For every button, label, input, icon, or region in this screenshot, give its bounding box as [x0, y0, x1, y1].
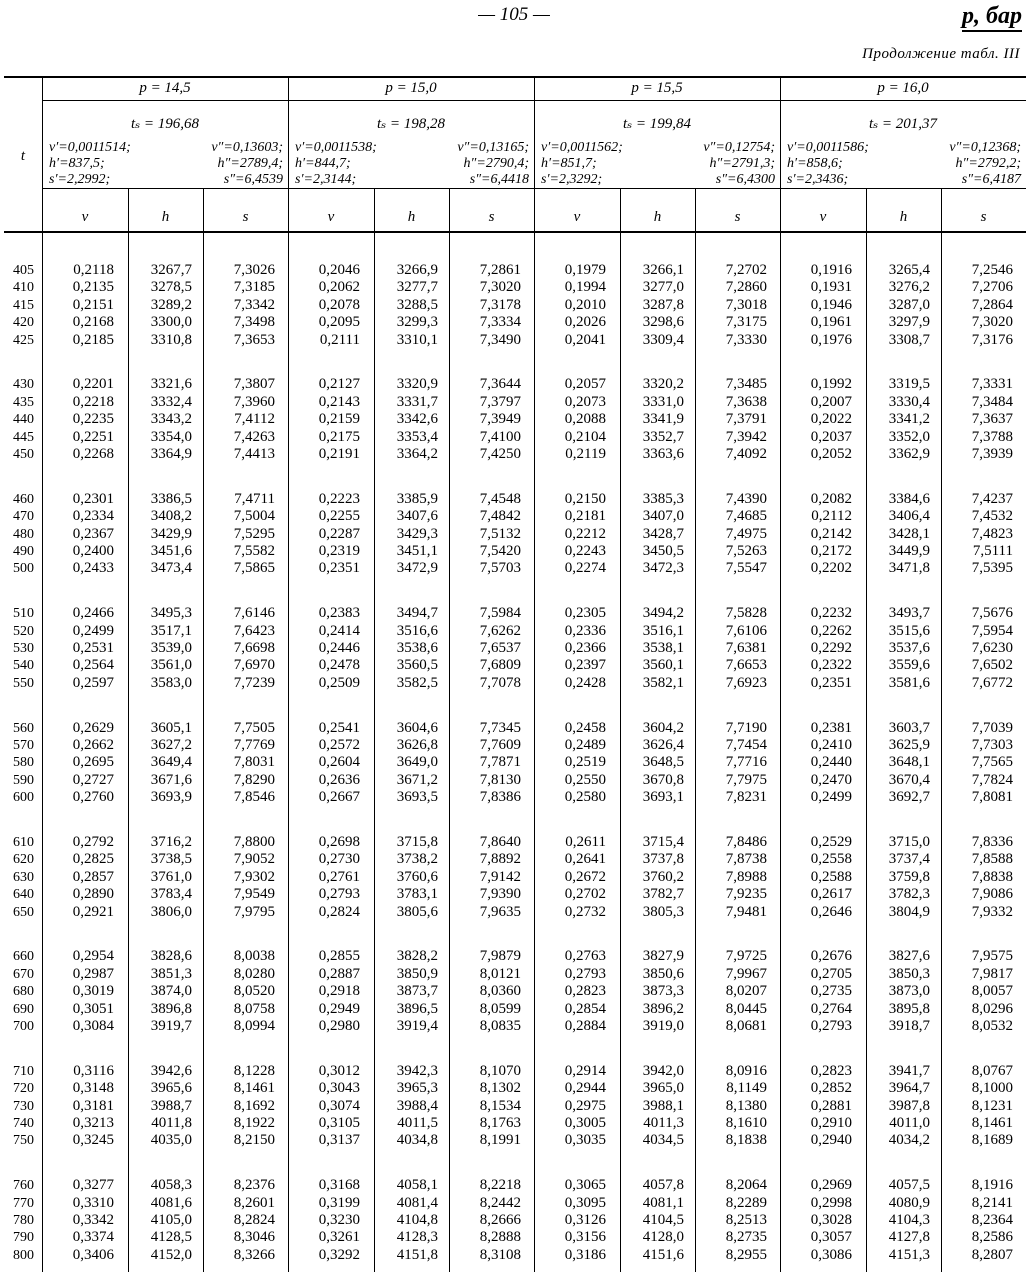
entropy-values: 7,8800 7,9052 7,9302 7,9549 7,9795	[233, 834, 275, 920]
temperature-values: 460 470 480 490 500	[13, 491, 34, 577]
enthalpy-values: 3715,0 3737,4 3759,8 3782,3 3804,9	[888, 834, 930, 920]
entropy-values: 7,9879 8,0121 8,0360 8,0599 8,0835	[479, 948, 521, 1035]
specific-volume-values: 0,2954 0,2987 0,3019 0,3051 0,3084	[72, 948, 114, 1035]
entropy-values: 8,2376 8,2601 8,2824 8,3046 8,3266	[233, 1177, 275, 1263]
entropy-values: 8,1228 8,1461 8,1692 8,1922 8,2150	[233, 1062, 275, 1149]
entropy-values: 7,3331 7,3484 7,3637 7,3788 7,3939	[971, 376, 1013, 463]
specific-volume-values: 0,2232 0,2262 0,2292 0,2322 0,2351	[810, 605, 852, 691]
specific-volume-values: 0,2698 0,2730 0,2761 0,2793 0,2824	[318, 834, 360, 920]
column-rule	[203, 188, 204, 1272]
saturation-properties	[49, 140, 283, 188]
saturated-vapor-value: v″=0,12368;	[949, 140, 1021, 155]
saturation-property-row	[49, 172, 283, 188]
specific-volume-values: 0,2201 0,2218 0,2235 0,2251 0,2268	[72, 376, 114, 463]
temperature-values: 610 620 630 640 650	[13, 835, 34, 920]
entropy-values: 7,7345 7,7609 7,7871 7,8130 7,8386	[479, 719, 521, 806]
specific-volume-values: 0,1979 0,1994 0,2010 0,2026 0,2041	[564, 262, 606, 348]
enthalpy-values: 4058,1 4081,4 4104,8 4128,3 4151,8	[396, 1177, 438, 1263]
saturated-liquid-value: s′=2,3292;	[541, 172, 603, 187]
specific-volume-values: 0,2466 0,2499 0,2531 0,2564 0,2597	[72, 605, 114, 691]
enthalpy-values: 3321,6 3332,4 3343,2 3354,0 3364,9	[150, 376, 192, 463]
enthalpy-values: 4057,5 4080,9 4104,3 4127,8 4151,3	[888, 1177, 930, 1263]
enthalpy-values: 3320,9 3331,7 3342,6 3353,4 3364,2	[396, 376, 438, 463]
pressure-group-header: p = 15,0	[385, 80, 437, 96]
enthalpy-values: 3265,4 3276,2 3287,0 3297,9 3308,7	[888, 262, 930, 348]
specific-volume-values: 0,2057 0,2073 0,2088 0,2104 0,2119	[564, 376, 606, 463]
entropy-values: 7,3485 7,3638 7,3791 7,3942 7,4092	[725, 376, 767, 463]
temperature-values: 405 410 415 420 425	[13, 263, 34, 348]
specific-volume-values: 0,2855 0,2887 0,2918 0,2949 0,2980	[318, 948, 360, 1035]
saturation-temperature: tₛ = 196,68	[130, 116, 200, 132]
enthalpy-values: 3605,1 3627,2 3649,4 3671,6 3693,9	[150, 719, 192, 806]
saturation-properties	[541, 140, 775, 188]
saturated-vapor-value: h″=2790,4;	[463, 156, 529, 171]
entropy-values: 7,9575 7,9817 8,0057 8,0296 8,0532	[971, 948, 1013, 1035]
specific-volume-values: 0,1992 0,2007 0,2022 0,2037 0,2052	[810, 376, 852, 463]
entropy-values: 7,7190 7,7454 7,7716 7,7975 7,8231	[725, 719, 767, 806]
column-header-h: h	[161, 209, 170, 225]
enthalpy-values: 3385,9 3407,6 3429,3 3451,1 3472,9	[396, 490, 438, 577]
specific-volume-values: 0,3065 0,3095 0,3126 0,3156 0,3186	[564, 1177, 606, 1263]
saturation-property-row	[541, 140, 775, 156]
saturation-temperature: tₛ = 198,28	[376, 116, 446, 132]
enthalpy-values: 3384,6 3406,4 3428,1 3449,9 3471,8	[888, 490, 930, 577]
saturation-property-row	[787, 156, 1021, 172]
saturation-property-row	[49, 156, 283, 172]
saturated-vapor-value: s″=6,4418	[469, 172, 529, 187]
saturated-vapor-value: h″=2791,3;	[709, 156, 775, 171]
column-rule	[534, 76, 535, 1272]
enthalpy-values: 3604,6 3626,8 3649,0 3671,2 3693,5	[396, 719, 438, 806]
specific-volume-values: 0,1916 0,1931 0,1946 0,1961 0,1976	[810, 262, 852, 348]
column-header-v: v	[81, 209, 89, 225]
entropy-values: 7,8486 7,8738 7,8988 7,9235 7,9481	[725, 834, 767, 920]
t-column-header: t	[20, 148, 26, 164]
enthalpy-values: 3493,7 3515,6 3537,6 3559,6 3581,6	[888, 605, 930, 691]
saturation-property-row	[787, 140, 1021, 156]
column-header-v: v	[573, 209, 581, 225]
pressure-group-header: p = 14,5	[139, 80, 191, 96]
entropy-values: 7,5676 7,5954 7,6230 7,6502 7,6772	[971, 605, 1013, 691]
saturated-liquid-value: v′=0,0011538;	[295, 140, 377, 155]
saturation-properties	[295, 140, 529, 188]
specific-volume-values: 0,2458 0,2489 0,2519 0,2550 0,2580	[564, 719, 606, 806]
column-header-v: v	[327, 209, 335, 225]
column-header-h: h	[407, 209, 416, 225]
entropy-values: 7,6146 7,6423 7,6698 7,6970 7,7239	[233, 605, 275, 691]
enthalpy-values: 3827,6 3850,3 3873,0 3895,8 3918,7	[888, 948, 930, 1035]
enthalpy-values: 3715,4 3737,8 3760,2 3782,7 3805,3	[642, 834, 684, 920]
table-rule	[4, 231, 1026, 233]
enthalpy-values: 3494,2 3516,1 3538,1 3560,1 3582,1	[642, 605, 684, 691]
entropy-values: 8,1916 8,2141 8,2364 8,2586 8,2807	[971, 1177, 1013, 1263]
enthalpy-values: 3716,2 3738,5 3761,0 3783,4 3806,0	[150, 834, 192, 920]
enthalpy-values: 4058,3 4081,6 4105,0 4128,5 4152,0	[150, 1177, 192, 1263]
specific-volume-values: 0,2118 0,2135 0,2151 0,2168 0,2185	[72, 262, 114, 348]
specific-volume-values: 0,2629 0,2662 0,2695 0,2727 0,2760	[72, 719, 114, 806]
entropy-values: 7,2861 7,3020 7,3178 7,3334 7,3490	[479, 262, 521, 348]
saturated-vapor-value: s″=6,4300	[715, 172, 775, 187]
entropy-values: 8,0916 8,1149 8,1380 8,1610 8,1838	[725, 1062, 767, 1149]
enthalpy-values: 3827,9 3850,6 3873,3 3896,2 3919,0	[642, 948, 684, 1035]
entropy-values: 7,4237 7,4532 7,4823 7,5111 7,5395	[971, 490, 1013, 577]
column-rule	[288, 76, 289, 1272]
entropy-values: 8,0767 8,1000 8,1231 8,1461 8,1689	[971, 1062, 1013, 1149]
saturated-liquid-value: s′=2,2992;	[49, 172, 111, 187]
specific-volume-values: 0,2046 0,2062 0,2078 0,2095 0,2111	[318, 262, 360, 348]
enthalpy-values: 3386,5 3408,2 3429,9 3451,6 3473,4	[150, 490, 192, 577]
entropy-values: 7,2546 7,2706 7,2864 7,3020 7,3176	[971, 262, 1013, 348]
column-header-s: s	[242, 209, 249, 225]
specific-volume-values: 0,2082 0,2112 0,2142 0,2172 0,2202	[810, 490, 852, 577]
saturated-liquid-value: h′=858,6;	[787, 156, 843, 171]
saturation-property-row	[787, 172, 1021, 188]
enthalpy-values: 3941,7 3964,7 3987,8 4011,0 4034,2	[888, 1062, 930, 1149]
specific-volume-values: 0,3168 0,3199 0,3230 0,3261 0,3292	[318, 1177, 360, 1263]
specific-volume-values: 0,2301 0,2334 0,2367 0,2400 0,2433	[72, 490, 114, 577]
saturated-vapor-value: v″=0,12754;	[703, 140, 775, 155]
entropy-values: 8,2218 8,2442 8,2666 8,2888 8,3108	[479, 1177, 521, 1263]
entropy-values: 7,3807 7,3960 7,4112 7,4263 7,4413	[233, 376, 275, 463]
steam-properties-table	[4, 76, 1026, 1272]
saturated-liquid-value: h′=851,7;	[541, 156, 597, 171]
column-rule	[695, 188, 696, 1272]
specific-volume-values: 0,2383 0,2414 0,2446 0,2478 0,2509	[318, 605, 360, 691]
column-header-h: h	[899, 209, 908, 225]
entropy-values: 7,3644 7,3797 7,3949 7,4100 7,4250	[479, 376, 521, 463]
entropy-values: 7,5984 7,6262 7,6537 7,6809 7,7078	[479, 605, 521, 691]
entropy-values: 7,9725 7,9967 8,0207 8,0445 8,0681	[725, 948, 767, 1035]
specific-volume-values: 0,2969 0,2998 0,3028 0,3057 0,3086	[810, 1177, 852, 1263]
enthalpy-values: 3266,9 3277,7 3288,5 3299,3 3310,1	[396, 262, 438, 348]
saturated-liquid-value: h′=844,7;	[295, 156, 351, 171]
column-rule	[449, 188, 450, 1272]
specific-volume-values: 0,3277 0,3310 0,3342 0,3374 0,3406	[72, 1177, 114, 1263]
temperature-values: 560 570 580 590 600	[13, 720, 34, 806]
enthalpy-values: 3828,6 3851,3 3874,0 3896,8 3919,7	[150, 948, 192, 1035]
entropy-values: 8,0038 8,0280 8,0520 8,0758 8,0994	[233, 948, 275, 1035]
entropy-values: 7,8336 7,8588 7,8838 7,9086 7,9332	[971, 834, 1013, 920]
pressure-group-header: p = 16,0	[877, 80, 929, 96]
column-rule	[42, 76, 43, 1272]
enthalpy-values: 3495,3 3517,1 3539,0 3561,0 3583,0	[150, 605, 192, 691]
saturated-liquid-value: v′=0,0011586;	[787, 140, 869, 155]
pressure-group-header: p = 15,5	[631, 80, 683, 96]
table-continuation-note: Продолжение табл. III	[862, 46, 1020, 62]
temperature-values: 760 770 780 790 800	[13, 1178, 34, 1263]
entropy-values: 7,3026 7,3185 7,3342 7,3498 7,3653	[233, 262, 275, 348]
entropy-values: 7,4548 7,4842 7,5132 7,5420 7,5703	[479, 490, 521, 577]
specific-volume-values: 0,2529 0,2558 0,2588 0,2617 0,2646	[810, 834, 852, 920]
saturated-liquid-value: v′=0,0011562;	[541, 140, 623, 155]
pressure-unit-label: p, бар	[962, 2, 1022, 32]
entropy-values: 7,7039 7,7303 7,7565 7,7824 7,8081	[971, 719, 1013, 806]
temperature-values: 660 670 680 690 700	[13, 949, 34, 1035]
specific-volume-values: 0,3116 0,3148 0,3181 0,3213 0,3245	[72, 1062, 114, 1149]
saturated-vapor-value: h″=2789,4;	[217, 156, 283, 171]
enthalpy-values: 3319,5 3330,4 3341,2 3352,0 3362,9	[888, 376, 930, 463]
enthalpy-values: 3266,1 3277,0 3287,8 3298,6 3309,4	[642, 262, 684, 348]
page-number: — 105 —	[478, 4, 550, 25]
saturation-temperature: tₛ = 201,37	[868, 116, 938, 132]
entropy-values: 7,7505 7,7769 7,8031 7,8290 7,8546	[233, 719, 275, 806]
entropy-values: 7,2702 7,2860 7,3018 7,3175 7,3330	[725, 262, 767, 348]
entropy-values: 8,1070 8,1302 8,1534 8,1763 8,1991	[479, 1062, 521, 1149]
enthalpy-values: 3604,2 3626,4 3648,5 3670,8 3693,1	[642, 719, 684, 806]
specific-volume-values: 0,3012 0,3043 0,3074 0,3105 0,3137	[318, 1062, 360, 1149]
column-header-s: s	[488, 209, 495, 225]
enthalpy-values: 3828,2 3850,9 3873,7 3896,5 3919,4	[396, 948, 438, 1035]
enthalpy-values: 3942,0 3965,0 3988,1 4011,3 4034,5	[642, 1062, 684, 1149]
specific-volume-values: 0,2763 0,2793 0,2823 0,2854 0,2884	[564, 948, 606, 1035]
saturation-property-row	[295, 156, 529, 172]
saturation-property-row	[541, 156, 775, 172]
saturated-liquid-value: s′=2,3144;	[295, 172, 357, 187]
enthalpy-values: 3942,3 3965,3 3988,4 4011,5 4034,8	[396, 1062, 438, 1149]
specific-volume-values: 0,2305 0,2336 0,2366 0,2397 0,2428	[564, 605, 606, 691]
specific-volume-values: 0,2127 0,2143 0,2159 0,2175 0,2191	[318, 376, 360, 463]
column-header-v: v	[819, 209, 827, 225]
saturation-temperature: tₛ = 199,84	[622, 116, 692, 132]
saturated-vapor-value: v″=0,13603;	[211, 140, 283, 155]
specific-volume-values: 0,2381 0,2410 0,2440 0,2470 0,2499	[810, 719, 852, 806]
saturated-vapor-value: s″=6,4539	[223, 172, 283, 187]
temperature-values: 710 720 730 740 750	[13, 1063, 34, 1149]
specific-volume-values: 0,2150 0,2181 0,2212 0,2243 0,2274	[564, 490, 606, 577]
column-header-s: s	[980, 209, 987, 225]
specific-volume-values: 0,2792 0,2825 0,2857 0,2890 0,2921	[72, 834, 114, 920]
enthalpy-values: 3942,6 3965,6 3988,7 4011,8 4035,0	[150, 1062, 192, 1149]
enthalpy-values: 4057,8 4081,1 4104,5 4128,0 4151,6	[642, 1177, 684, 1263]
enthalpy-values: 3267,7 3278,5 3289,2 3300,0 3310,8	[150, 262, 192, 348]
column-rule	[780, 76, 781, 1272]
entropy-values: 8,2064 8,2289 8,2513 8,2735 8,2955	[725, 1177, 767, 1263]
saturated-liquid-value: v′=0,0011514;	[49, 140, 131, 155]
saturation-properties	[787, 140, 1021, 188]
column-header-h: h	[653, 209, 662, 225]
enthalpy-values: 3715,8 3738,2 3760,6 3783,1 3805,6	[396, 834, 438, 920]
temperature-values: 510 520 530 540 550	[13, 606, 34, 691]
saturation-property-row	[541, 172, 775, 188]
saturated-vapor-value: s″=6,4187	[961, 172, 1021, 187]
saturation-property-row	[295, 172, 529, 188]
specific-volume-values: 0,2223 0,2255 0,2287 0,2319 0,2351	[318, 490, 360, 577]
specific-volume-values: 0,2541 0,2572 0,2604 0,2636 0,2667	[318, 719, 360, 806]
enthalpy-values: 3320,2 3331,0 3341,9 3352,7 3363,6	[642, 376, 684, 463]
table-rule	[4, 76, 1026, 78]
enthalpy-values: 3603,7 3625,9 3648,1 3670,4 3692,7	[888, 719, 930, 806]
saturation-property-row	[295, 140, 529, 156]
specific-volume-values: 0,2676 0,2705 0,2735 0,2764 0,2793	[810, 948, 852, 1035]
entropy-values: 7,5828 7,6106 7,6381 7,6653 7,6923	[725, 605, 767, 691]
saturated-vapor-value: v″=0,13165;	[457, 140, 529, 155]
entropy-values: 7,8640 7,8892 7,9142 7,9390 7,9635	[479, 834, 521, 920]
entropy-values: 7,4711 7,5004 7,5295 7,5582 7,5865	[233, 490, 275, 577]
saturated-vapor-value: h″=2792,2;	[955, 156, 1021, 171]
saturated-liquid-value: s′=2,3436;	[787, 172, 849, 187]
entropy-values: 7,4390 7,4685 7,4975 7,5263 7,5547	[725, 490, 767, 577]
specific-volume-values: 0,2914 0,2944 0,2975 0,3005 0,3035	[564, 1062, 606, 1149]
column-rule	[941, 188, 942, 1272]
column-header-s: s	[734, 209, 741, 225]
temperature-values: 430 435 440 445 450	[13, 377, 34, 463]
enthalpy-values: 3494,7 3516,6 3538,6 3560,5 3582,5	[396, 605, 438, 691]
saturated-liquid-value: h′=837,5;	[49, 156, 105, 171]
saturation-property-row	[49, 140, 283, 156]
enthalpy-values: 3385,3 3407,0 3428,7 3450,5 3472,3	[642, 490, 684, 577]
specific-volume-values: 0,2611 0,2641 0,2672 0,2702 0,2732	[564, 834, 606, 920]
specific-volume-values: 0,2823 0,2852 0,2881 0,2910 0,2940	[810, 1062, 852, 1149]
